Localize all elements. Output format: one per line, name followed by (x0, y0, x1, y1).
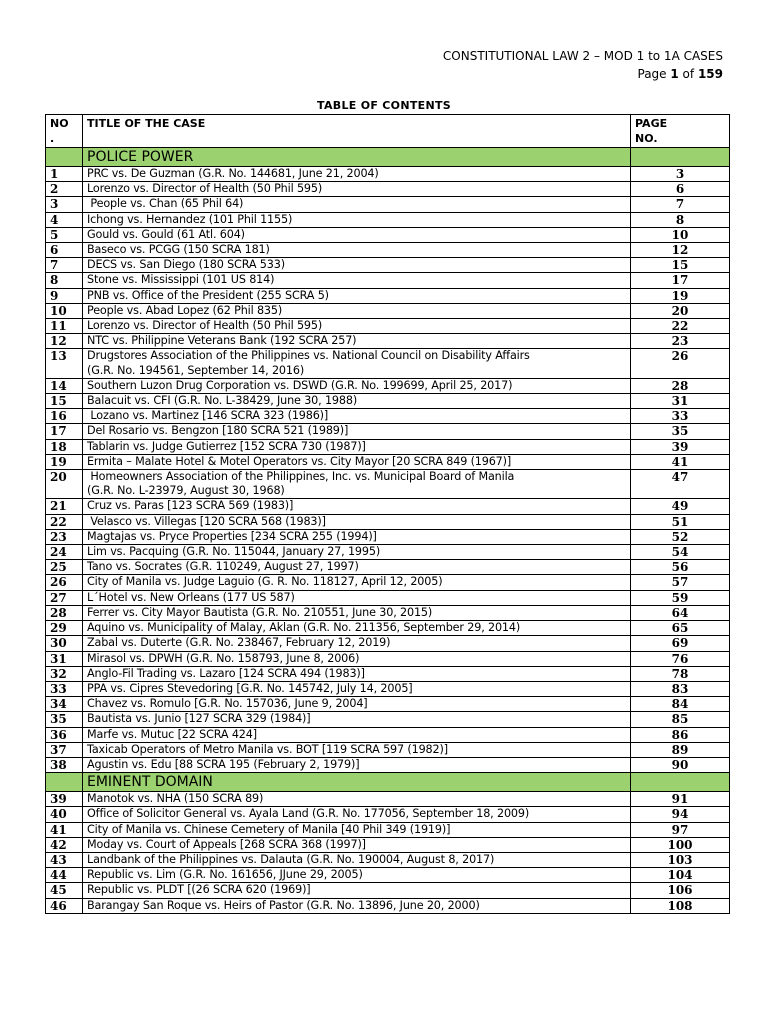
toc-body (46, 115, 730, 914)
table-row (46, 651, 730, 666)
row-page: 51 (631, 514, 730, 529)
table-row (46, 852, 730, 867)
header-no: NO . (46, 115, 83, 148)
row-title: People vs. Abad Lopez (62 Phil 835) (83, 303, 631, 318)
table-row (46, 243, 730, 258)
row-title: Gould vs. Gould (61 Atl. 604) (83, 227, 631, 242)
table-row (46, 167, 730, 182)
row-number: 4 (46, 212, 83, 227)
row-title: Republic vs. PLDT [(26 SCRA 620 (1969)] (83, 883, 631, 898)
row-title: Lozano vs. Martinez [146 SCRA 323 (1986)] (83, 409, 631, 424)
row-page: 17 (631, 273, 730, 288)
row-title: Stone vs. Mississippi (101 US 814) (83, 273, 631, 288)
row-title: Landbank of the Philippines vs. Dalauta (G.R. No. 190004, August 8, 2017) (83, 852, 631, 867)
row-number: 44 (46, 868, 83, 883)
row-number: 26 (46, 575, 83, 590)
row-title: Marfe vs. Mutuc [22 SCRA 424] (83, 727, 631, 742)
row-page: 28 (631, 378, 730, 393)
table-row (46, 470, 730, 499)
row-page: 89 (631, 742, 730, 757)
table-row (46, 349, 730, 378)
row-number: 2 (46, 182, 83, 197)
table-row (46, 898, 730, 913)
row-number: 7 (46, 258, 83, 273)
row-page: 54 (631, 545, 730, 560)
header-title: TITLE OF THE CASE (83, 115, 631, 148)
row-number: 20 (46, 470, 83, 499)
toc-table (45, 114, 730, 914)
row-page: 39 (631, 439, 730, 454)
row-page: 52 (631, 529, 730, 544)
row-number: 11 (46, 319, 83, 334)
row-title: City of Manila vs. Judge Laguio (G. R. No. 118127, April 12, 2005) (83, 575, 631, 590)
row-number: 40 (46, 807, 83, 822)
table-row (46, 303, 730, 318)
row-page: 65 (631, 621, 730, 636)
section-row (46, 773, 730, 792)
section-page-cell (631, 148, 730, 167)
table-row (46, 499, 730, 514)
row-title: Agustin vs. Edu [88 SCRA 195 (February 2, 1979)] (83, 757, 631, 772)
row-number: 46 (46, 898, 83, 913)
row-number: 42 (46, 837, 83, 852)
row-number: 38 (46, 757, 83, 772)
table-row (46, 792, 730, 807)
row-title: Aquino vs. Municipality of Malay, Aklan (G.R. No. 211356, September 29, 2014) (83, 621, 631, 636)
row-number: 21 (46, 499, 83, 514)
row-page: 103 (631, 852, 730, 867)
section-label: EMINENT DOMAIN (83, 773, 631, 792)
row-page: 22 (631, 319, 730, 334)
row-title: Lorenzo vs. Director of Health (50 Phil 595) (83, 319, 631, 334)
table-row (46, 334, 730, 349)
row-number: 6 (46, 243, 83, 258)
table-row (46, 868, 730, 883)
row-page: 56 (631, 560, 730, 575)
row-number: 27 (46, 590, 83, 605)
document-header (443, 47, 723, 83)
page-of: of (678, 67, 698, 81)
row-number: 43 (46, 852, 83, 867)
row-number: 9 (46, 288, 83, 303)
table-row (46, 409, 730, 424)
row-page: 76 (631, 651, 730, 666)
row-page: 83 (631, 681, 730, 696)
table-row (46, 621, 730, 636)
row-page: 94 (631, 807, 730, 822)
row-page: 7 (631, 197, 730, 212)
row-title: Bautista vs. Junio [127 SCRA 329 (1984)] (83, 712, 631, 727)
table-row (46, 742, 730, 757)
row-title: PPA vs. Cipres Stevedoring [G.R. No. 145742, July 14, 2005] (83, 681, 631, 696)
row-number: 45 (46, 883, 83, 898)
row-number: 25 (46, 560, 83, 575)
row-page: 84 (631, 697, 730, 712)
row-title: Balacuit vs. CFI (G.R. No. L-38429, June 30, 1988) (83, 394, 631, 409)
row-title: Ichong vs. Hernandez (101 Phil 1155) (83, 212, 631, 227)
row-page: 104 (631, 868, 730, 883)
table-row (46, 605, 730, 620)
row-number: 8 (46, 273, 83, 288)
row-title: Ferrer vs. City Mayor Bautista (G.R. No. 210551, June 30, 2015) (83, 605, 631, 620)
row-number: 34 (46, 697, 83, 712)
table-row (46, 529, 730, 544)
row-page: 10 (631, 227, 730, 242)
row-page: 91 (631, 792, 730, 807)
page-indicator (443, 65, 723, 83)
table-row (46, 288, 730, 303)
row-number: 13 (46, 349, 83, 378)
row-title: Moday vs. Court of Appeals [268 SCRA 368 (1997)] (83, 837, 631, 852)
row-title: Ermita – Malate Hotel & Motel Operators vs. City Mayor [20 SCRA 849 (1967)] (83, 454, 631, 469)
table-row (46, 212, 730, 227)
row-page: 12 (631, 243, 730, 258)
table-row (46, 182, 730, 197)
row-title: People vs. Chan (65 Phil 64) (83, 197, 631, 212)
row-page: 8 (631, 212, 730, 227)
row-title: Barangay San Roque vs. Heirs of Pastor (G.R. No. 13896, June 20, 2000) (83, 898, 631, 913)
row-title: Homeowners Association of the Philippines, Inc. vs. Municipal Board of Manila (G.R. No. L-23979, August 30, 1968) (83, 470, 631, 499)
table-row (46, 454, 730, 469)
row-page: 100 (631, 837, 730, 852)
row-title: Manotok vs. NHA (150 SCRA 89) (83, 792, 631, 807)
row-number: 3 (46, 197, 83, 212)
row-number: 1 (46, 167, 83, 182)
row-title: PNB vs. Office of the President (255 SCRA 5) (83, 288, 631, 303)
row-number: 36 (46, 727, 83, 742)
section-no-cell (46, 773, 83, 792)
row-page: 47 (631, 470, 730, 499)
row-title: Tablarin vs. Judge Gutierrez [152 SCRA 730 (1987)] (83, 439, 631, 454)
table-row (46, 590, 730, 605)
row-page: 64 (631, 605, 730, 620)
row-number: 32 (46, 666, 83, 681)
table-row (46, 883, 730, 898)
table-row (46, 560, 730, 575)
row-title: Zabal vs. Duterte (G.R. No. 238467, February 12, 2019) (83, 636, 631, 651)
row-title: City of Manila vs. Chinese Cemetery of Manila [40 Phil 349 (1919)] (83, 822, 631, 837)
section-no-cell (46, 148, 83, 167)
section-page-cell (631, 773, 730, 792)
row-number: 5 (46, 227, 83, 242)
table-row (46, 807, 730, 822)
table-row (46, 394, 730, 409)
row-page: 3 (631, 167, 730, 182)
row-title: Taxicab Operators of Metro Manila vs. BOT [119 SCRA 597 (1982)] (83, 742, 631, 757)
table-header-row (46, 115, 730, 148)
table-row (46, 757, 730, 772)
row-title: Office of Solicitor General vs. Ayala Land (G.R. No. 177056, September 18, 2009) (83, 807, 631, 822)
table-row (46, 424, 730, 439)
course-title: CONSTITUTIONAL LAW 2 – MOD 1 to 1A CASES (442, 49, 723, 63)
row-page: 97 (631, 822, 730, 837)
row-page: 86 (631, 727, 730, 742)
row-number: 37 (46, 742, 83, 757)
row-number: 17 (46, 424, 83, 439)
row-page: 6 (631, 182, 730, 197)
row-page: 31 (631, 394, 730, 409)
row-title: Drugstores Association of the Philippines vs. National Council on Disability Affairs (G.R. No. 194561, September 14, 2016) (83, 349, 631, 378)
row-number: 41 (46, 822, 83, 837)
table-row (46, 712, 730, 727)
row-page: 41 (631, 454, 730, 469)
row-title: Lorenzo vs. Director of Health (50 Phil 595) (83, 182, 631, 197)
row-number: 12 (46, 334, 83, 349)
row-number: 33 (46, 681, 83, 696)
row-page: 49 (631, 499, 730, 514)
row-title: L´Hotel vs. New Orleans (177 US 587) (83, 590, 631, 605)
row-page: 59 (631, 590, 730, 605)
row-title: Del Rosario vs. Bengzon [180 SCRA 521 (1989)] (83, 424, 631, 439)
row-page: 15 (631, 258, 730, 273)
toc-title: TABLE OF CONTENTS (317, 99, 451, 112)
table-row (46, 439, 730, 454)
row-page: 19 (631, 288, 730, 303)
row-title: NTC vs. Philippine Veterans Bank (192 SCRA 257) (83, 334, 631, 349)
row-number: 23 (46, 529, 83, 544)
section-label: POLICE POWER (83, 148, 631, 167)
row-title: Cruz vs. Paras [123 SCRA 569 (1983)] (83, 499, 631, 514)
row-title: Anglo-Fil Trading vs. Lazaro [124 SCRA 494 (1983)] (83, 666, 631, 681)
row-page: 23 (631, 334, 730, 349)
row-number: 22 (46, 514, 83, 529)
table-row (46, 319, 730, 334)
page-prefix: Page (637, 67, 671, 81)
row-page: 78 (631, 666, 730, 681)
row-page: 106 (631, 883, 730, 898)
page-total: 159 (697, 67, 723, 81)
row-page: 57 (631, 575, 730, 590)
table-row (46, 514, 730, 529)
table-row (46, 727, 730, 742)
row-number: 18 (46, 439, 83, 454)
row-page: 35 (631, 424, 730, 439)
page-current: 1 (670, 67, 679, 81)
row-page: 90 (631, 757, 730, 772)
row-title: Magtajas vs. Pryce Properties [234 SCRA 255 (1994)] (83, 529, 631, 544)
row-number: 14 (46, 378, 83, 393)
row-number: 15 (46, 394, 83, 409)
row-page: 85 (631, 712, 730, 727)
row-page: 108 (631, 898, 730, 913)
row-number: 16 (46, 409, 83, 424)
row-title: Chavez vs. Romulo [G.R. No. 157036, June 9, 2004] (83, 697, 631, 712)
table-row (46, 227, 730, 242)
row-title: Republic vs. Lim (G.R. No. 161656, JJune 29, 2005) (83, 868, 631, 883)
row-number: 39 (46, 792, 83, 807)
row-number: 35 (46, 712, 83, 727)
table-row (46, 837, 730, 852)
row-title: Tano vs. Socrates (G.R. 110249, August 27, 1997) (83, 560, 631, 575)
row-number: 28 (46, 605, 83, 620)
row-number: 10 (46, 303, 83, 318)
table-row (46, 681, 730, 696)
row-number: 31 (46, 651, 83, 666)
table-row (46, 697, 730, 712)
table-row (46, 273, 730, 288)
row-number: 29 (46, 621, 83, 636)
row-number: 24 (46, 545, 83, 560)
row-page: 20 (631, 303, 730, 318)
table-row (46, 545, 730, 560)
row-number: 30 (46, 636, 83, 651)
row-page: 33 (631, 409, 730, 424)
table-row (46, 636, 730, 651)
row-title: PRC vs. De Guzman (G.R. No. 144681, June 21, 2004) (83, 167, 631, 182)
row-page: 26 (631, 349, 730, 378)
row-page: 69 (631, 636, 730, 651)
row-title: Baseco vs. PCGG (150 SCRA 181) (83, 243, 631, 258)
table-row (46, 666, 730, 681)
row-title: Mirasol vs. DPWH (G.R. No. 158793, June 8, 2006) (83, 651, 631, 666)
section-row (46, 148, 730, 167)
row-title: Southern Luzon Drug Corporation vs. DSWD (G.R. No. 199699, April 25, 2017) (83, 378, 631, 393)
row-number: 19 (46, 454, 83, 469)
header-page: PAGE NO. (631, 115, 730, 148)
table-row (46, 822, 730, 837)
row-title: Lim vs. Pacquing (G.R. No. 115044, January 27, 1995) (83, 545, 631, 560)
table-row (46, 378, 730, 393)
table-row (46, 197, 730, 212)
row-title: DECS vs. San Diego (180 SCRA 533) (83, 258, 631, 273)
table-row (46, 575, 730, 590)
table-row (46, 258, 730, 273)
row-title: Velasco vs. Villegas [120 SCRA 568 (1983)] (83, 514, 631, 529)
